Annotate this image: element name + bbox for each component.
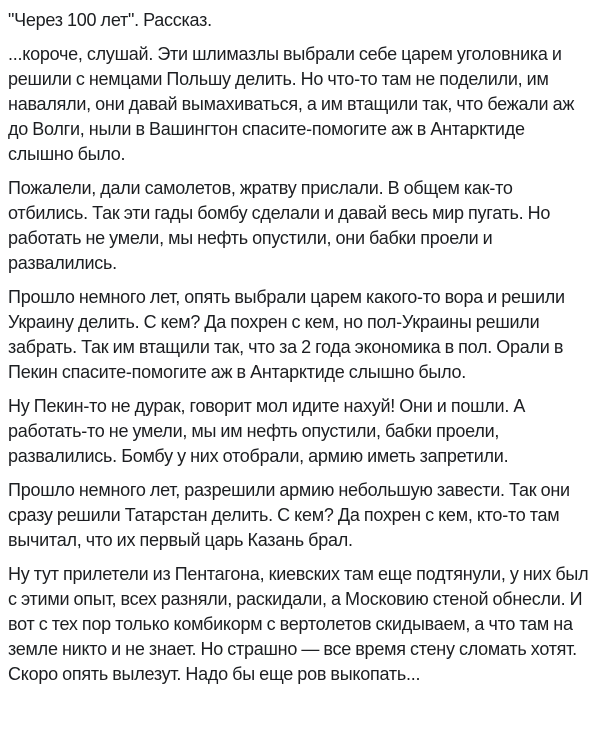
post-title: "Через 100 лет". Рассказ.: [8, 10, 212, 30]
post-paragraph-4: Ну Пекин-то не дурак, говорит мол идите нахуй! Они и пошли. А работать-то не умели, мы им нефть опустили, бабки проели, развалились. Бомбу у них отобрали, армию иметь запретили.: [8, 396, 526, 466]
post-paragraph-6: Ну тут прилетели из Пентагона, киевских там еще подтянули, у них был с этими опыт, всех разняли, раскидали, а Московию стеной обнесли. И вот с тех пор только комбикорм с вертолетов скидываем, а что там на земле никто и не знает. Но страшно — все время стену сломать хотят. Скоро опять вылезут. Надо бы еще ров выкопать...: [8, 564, 589, 684]
post-paragraph-1: ...короче, слушай. Эти шлимазлы выбрали себе царем уголовника и решили с немцами Польшу делить. Но что-то там не поделили, им наваляли, они давай вымахиваться, а им втащили так, что бежали аж до Волги, ныли в Вашингтон спасите-помогите аж в Антарктиде слышно было.: [8, 44, 575, 164]
post-paragraph-5: Прошло немного лет, разрешили армию небольшую завести. Так они сразу решили Татарстан делить. С кем? Да похрен с кем, кто-то там вычитал, что их первый царь Казань брал.: [8, 480, 570, 550]
post-paragraph-3: Прошло немного лет, опять выбрали царем какого-то вора и решили Украину делить. С кем? Да похрен с кем, но пол-Украины решили забрать. Так им втащили так, что за 2 года экономика в пол. Орали в Пекин спасите-помогите аж в Антарктиде слышно было.: [8, 287, 565, 382]
post-paragraph-2: Пожалели, дали самолетов, жратву прислали. В общем как-то отбились. Так эти гады бомбу сделали и давай весь мир пугать. Но работать не умели, мы нефть опустили, они бабки проели и развалились.: [8, 178, 551, 273]
